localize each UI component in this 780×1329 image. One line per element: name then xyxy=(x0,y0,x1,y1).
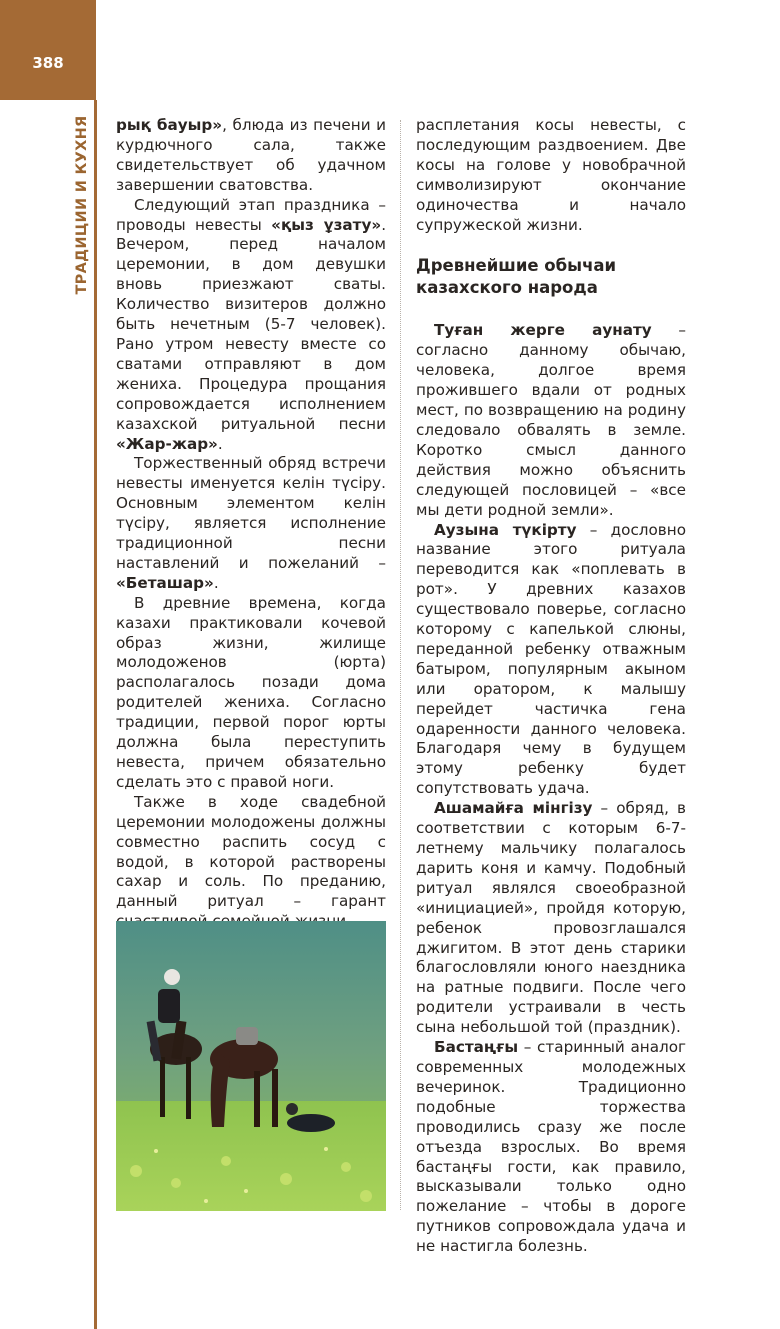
term: «Жар-жар» xyxy=(116,434,218,453)
paragraph: В древние времена, когда казахи практиковали кочевой образ жизни, жилище молодоженов (юрта) располагалось позади дома родителей жениха. Согласно традиции, первой порог юрты должна была переступить невеста, причем обязательно сделать это с правой ноги. xyxy=(116,593,386,791)
section-heading: Древнейшие обычаи казахского народа xyxy=(416,256,617,298)
term: «Беташар» xyxy=(116,573,214,592)
section-title: ТРАДИЦИИ И КУХНЯ xyxy=(74,115,90,295)
paragraph: Также в ходе свадебной церемонии молодожены должны совместно распить сосуд с водой, в которой растворены сахар и соль. По преданию, данный ритуал – гарант xyxy=(116,792,386,911)
term: рық бауыр» xyxy=(116,116,223,134)
term: Туған жерге аунату xyxy=(434,321,652,340)
margin-rule xyxy=(94,100,97,1329)
paragraph: Торжественный обряд встречи невесты именуется келін түсіру. Основным элементом келін түсіру, является исполнение традиционной песни наставлений и пожеланий – «Беташар». xyxy=(116,454,386,592)
paragraph: Туған жерге аунату – согласно данному обычаю, человека, долгое время прожившего вдали от родных мест, по возвращению на родину следовало обвалять в земле. Коротко смысл данного действия можно объяснить следующей пословицей – «все мы дети родной земли». xyxy=(416,321,687,519)
page-number: 388 xyxy=(32,54,64,72)
paragraph: Ашамайға мінгізу – обряд, в соответствии с которым 6-7-летнему мальчику полагалось дарить коня и камчу. Подобный ритуал являлся своеобразной «инициацией», пройдя которую, ребенок провозглашался джигитом. В этот день старики благословляли юного наездника на ратные подвиги. После чего родители устраивали в честь сына небольшой той (праздник). xyxy=(416,799,686,1037)
paragraph: расплетания косы невесты, с последующим раздвоением. Две косы на голове у новобрачной символизируют окончание одиночества и начало супружеской жизни. xyxy=(416,116,686,234)
paragraph: Бастаңғы – старинный аналог современных молодежных вечеринок. Традиционно подобные торжества проводились сразу же после отъезда взрослых. Во время бастаңғы гости, как правило, высказывали только одно пожелание – чтобы в дороге путников сопровождала удача и не настигла болезнь. xyxy=(416,1038,686,1256)
horse-riders-photo xyxy=(116,921,386,1211)
term: Ашамайға мінгізу xyxy=(434,799,593,818)
term: Бастаңғы xyxy=(434,1038,519,1057)
term: Аузына түкірту xyxy=(434,520,577,539)
column-divider xyxy=(400,120,401,1210)
paragraph: Следующий этап праздника – проводы невесты «қыз ұзату». Вечером, перед началом церемонии, в дом девушки вновь приезжают сваты. Количество визитеров должно быть нечетным (5-7 человек). Рано утром невесту вместе со сватами отправляют в дом жениха. Процедура прощания сопровождается исполнением казахской ритуальной песни «Жар-жар». xyxy=(116,195,387,453)
right-column xyxy=(416,116,686,1257)
term: «қыз ұзату» xyxy=(271,215,382,234)
steppe-horses-illustration xyxy=(116,921,386,1211)
page-number-tab xyxy=(0,0,96,100)
paragraph: Аузына түкірту – дословно название этого ритуала переводится как «поплевать в рот». У древних казахов существовало поверье, согласно которому с капелькой слюны, переданной ребенку отважным батыром, популярным акыном или оратором, к малышу перейдет частичка гена одаренности данного человека. Благодаря чему в будущем этому ребенку будет сопутствовать удача. xyxy=(416,520,686,798)
left-column xyxy=(116,116,386,992)
paragraph: рық бауыр», блюда из печени и курдючного сала, также свидетельствует об удачном завершении сватовства. xyxy=(116,116,386,194)
